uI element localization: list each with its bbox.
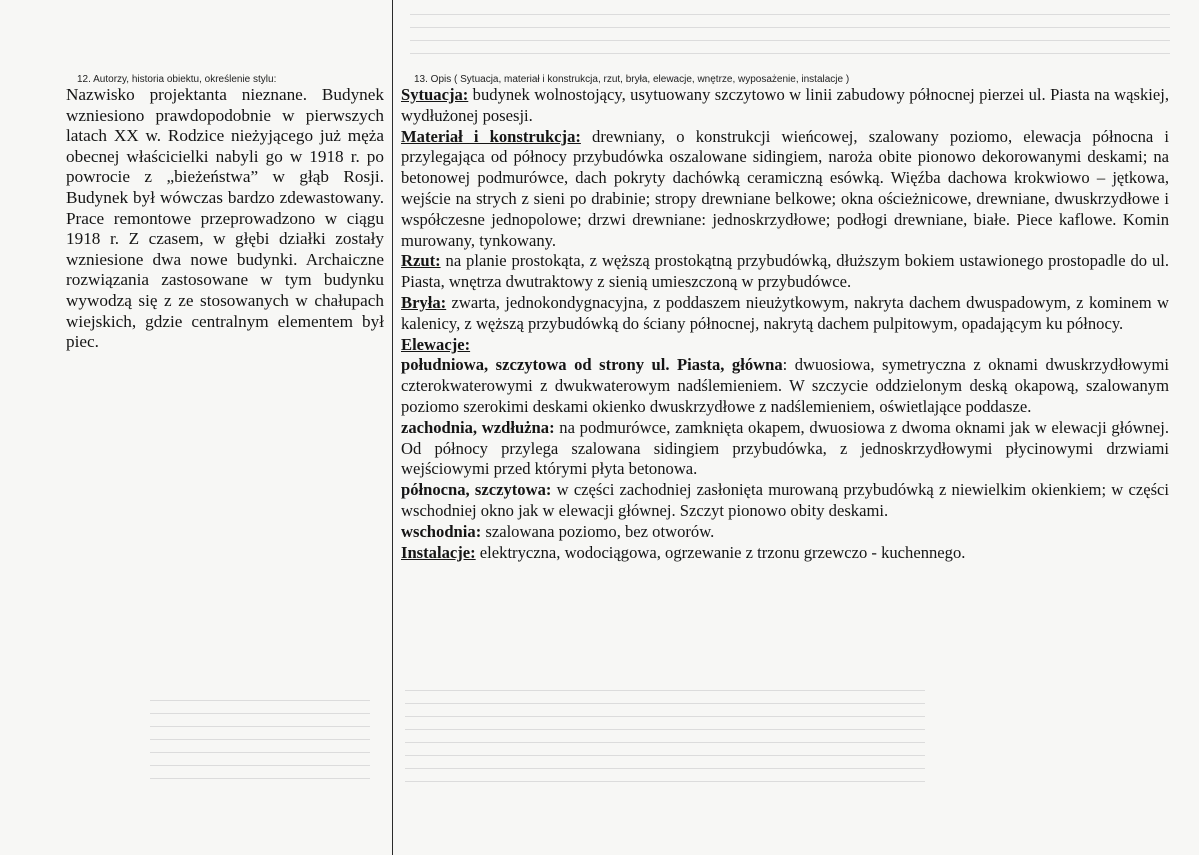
elewacje-heading-line [401,335,1169,356]
rzut-paragraph [401,251,1169,293]
material-heading: Materiał i konstrukcja: [401,126,581,146]
elewacja-poludniowa [401,355,1169,417]
bleed-through-left [150,700,370,791]
sytuacja-heading: Sytuacja: [401,85,469,104]
rzut-text: na planie prostokąta, z węższą prostokątną przybudówką, dłuższym bokiem ustawionego prostopadle do ul. Piasta, wnętrza dwutraktowy z sienią umieszczoną w przybudówce. [401,251,1169,292]
elewacja-polnocna-name: północna, szczytowa: [401,480,552,500]
elewacja-polnocna-text: w części zachodniej zasłonięta murowaną przybudówką z niewielkim okienkiem; w części wschodniej okno jak w elewacji głównej. Szczyt pionowo obity deskami. [401,480,1170,520]
rzut-heading: Rzut: [401,251,441,271]
elewacja-wschodnia-text: szalowana poziomo, bez otworów. [481,521,715,541]
material-text: drewniany, o konstrukcji wieńcowej, szalowany poziomo, elewacja północna i przylegająca od północy przybudówka oszalowane sidingiem, naroża obite pionowo dekorowanymi deskami; na betonowej podmurówce, dach pokryty dachówką ceramiczną esówką. Więźba dachowa krokwiowo – jętkowa, wejście na strych z sieni po drabinie; stropy drewniane belkowe; okna ościeżnicowe, drewniane, dwuskrzydłowe i współczesne jednopolowe; drzwi drewniane: jednoskrzydłowe; podłogi drewniane, białe. Piece kaflowe. Komin murowany, tynkowany. [401,126,1169,250]
elewacja-polnocna [401,480,1169,522]
description-body [401,85,1169,563]
elewacja-poludniowa-name: południowa, szczytowa od strony ul. Piasta, główna [401,355,783,375]
elewacja-wschodnia [401,522,1169,543]
instalacje-heading: Instalacje: [401,542,476,562]
bryla-text: zwarta, jednokondygnacyjna, z poddaszem nieużytkowym, nakryta dachem dwuspadowym, z kominem w kalenicy, z węższą przybudówką do ściany północnej, nakrytą dachem pulpitowym, opadającym ku północy. [401,292,1169,333]
bryla-paragraph [401,293,1169,335]
instalacje-text: elektryczna, wodociągowa, ogrzewanie z trzonu grzewczo - kuchennego. [475,542,966,562]
elewacja-poludniowa-text: : dwuosiowa, symetryczna z oknami dwuskrzydłowymi czterokwaterowymi z dwukwaterowym nadślemieniem. W szczycie oddzielonym deską okapową, szalowanym poziomo szerokimi deskami okienko dwuskrzydłowe z nadślemieniem, oświetlające poddasze. [401,355,1169,416]
sytuacja-paragraph [401,85,1169,127]
section-13-label: 13. Opis ( Sytuacja, materiał i konstrukcja, rzut, bryła, elewacje, wnętrze, wyposażenie, instalacje ) [414,74,850,85]
elewacja-zachodnia-name: zachodnia, wzdłużna: [401,417,555,437]
elewacja-wschodnia-name: wschodnia: [401,521,482,541]
sytuacja-text: budynek wolnostojący, usytuowany szczytowo w linii zabudowy północnej pierzei ul. Piasta na wąskiej, wydłużonej posesji. [401,85,1169,125]
instalacje-paragraph [401,543,1169,564]
section-12-label: 12. Autorzy, historia obiektu, określenie stylu: [77,74,277,85]
history-text: Nazwisko projektanta nieznane. Budynek wzniesiono prawdopodobnie w pierwszych latach XX w. Rodzice nieżyjącego już męża obecnej właścicielki nabyli go w 1918 r. po powrocie z „bieżeństwa” w głąb Rosji. Budynek był wówczas bardzo zdewastowany. Prace remontowe przeprowadzono w ciągu 1918 r. Z czasem, w głębi działki zostały wzniesione dwa nowe budynki. Archaiczne rozwiązania zastosowane w tym budynku wywodzą się z ze stosowanych w chałupach wiejskich, gdzie centralnym elementem był piec. [66,85,384,352]
bleed-through-top [410,14,1170,66]
bryla-heading: Bryła: [401,292,447,312]
elewacja-zachodnia-text: na podmurówce, zamknięta okapem, dwuosiowa z dwoma oknami jak w elewacji głównej. Od północy przylega szalowana sidingiem przybudówka, z jednoskrzydłowymi płycinowymi drzwiami wejściowymi przed którymi płyta betonowa. [401,417,1170,479]
material-paragraph [401,127,1169,252]
column-divider [392,0,393,855]
elewacja-zachodnia [401,418,1169,480]
bleed-through-right [405,690,925,794]
elewacje-heading: Elewacje: [401,334,471,354]
